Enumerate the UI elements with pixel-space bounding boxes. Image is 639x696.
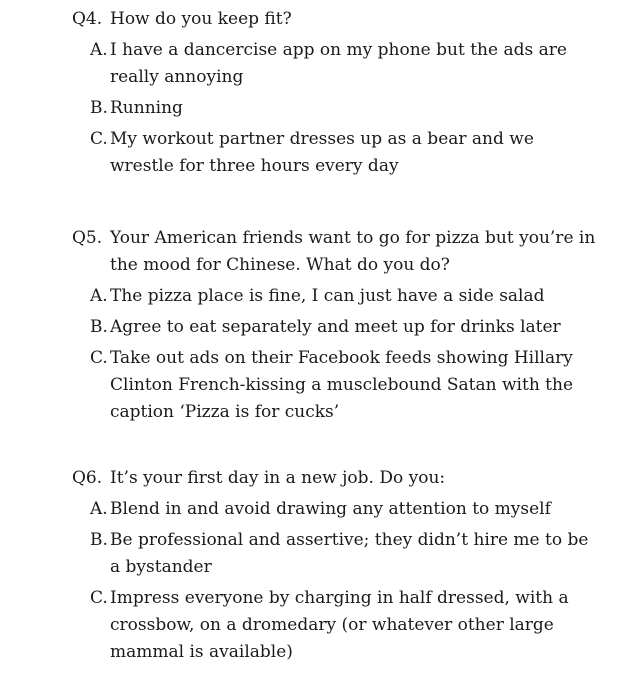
option-label: C. — [90, 348, 108, 368]
option-label: B. — [90, 530, 108, 550]
option-a — [0, 37, 639, 91]
option-text: I have a dancercise app on my phone but the ads are really annoying — [110, 40, 567, 87]
option-text: Agree to eat separately and meet up for drinks later — [110, 317, 561, 337]
option-label: A. — [90, 40, 108, 60]
option-label: A. — [90, 286, 108, 306]
option-c — [0, 126, 639, 180]
option-b — [0, 95, 639, 122]
question-6 — [0, 465, 639, 666]
question-text: It’s your first day in a new job. Do you: — [110, 468, 446, 488]
option-text: Blend in and avoid drawing any attention to myself — [110, 499, 551, 519]
option-label: C. — [90, 588, 108, 608]
question-prompt — [0, 465, 639, 492]
option-c — [0, 345, 639, 426]
question-text: How do you keep fit? — [110, 9, 292, 29]
question-number: Q6. — [72, 468, 103, 488]
question-prompt — [0, 225, 639, 279]
question-5 — [0, 225, 639, 426]
option-label: A. — [90, 499, 108, 519]
option-text: Running — [110, 98, 183, 118]
option-b — [0, 527, 639, 581]
option-label: B. — [90, 317, 108, 337]
option-text: The pizza place is fine, I can just have a side salad — [110, 286, 545, 306]
question-text: Your American friends want to go for pizza but you’re in the mood for Chinese. What do you do? — [110, 228, 596, 275]
option-text: Impress everyone by charging in half dressed, with a crossbow, on a dromedary (or whatever other large mammal is available) — [110, 588, 569, 662]
option-text: Be professional and assertive; they didn’t hire me to be a bystander — [110, 530, 589, 577]
option-c — [0, 585, 639, 666]
option-label: B. — [90, 98, 108, 118]
question-prompt — [0, 6, 639, 33]
question-number: Q4. — [72, 9, 103, 29]
option-b — [0, 314, 639, 341]
option-label: C. — [90, 129, 108, 149]
option-a — [0, 283, 639, 310]
option-a — [0, 496, 639, 523]
question-4 — [0, 6, 639, 180]
option-text: Take out ads on their Facebook feeds showing Hillary Clinton French-kissing a musclebound Satan with the caption ‘Pizza is for cucks’ — [110, 348, 574, 422]
question-number: Q5. — [72, 228, 103, 248]
option-text: My workout partner dresses up as a bear and we wrestle for three hours every day — [110, 129, 534, 176]
